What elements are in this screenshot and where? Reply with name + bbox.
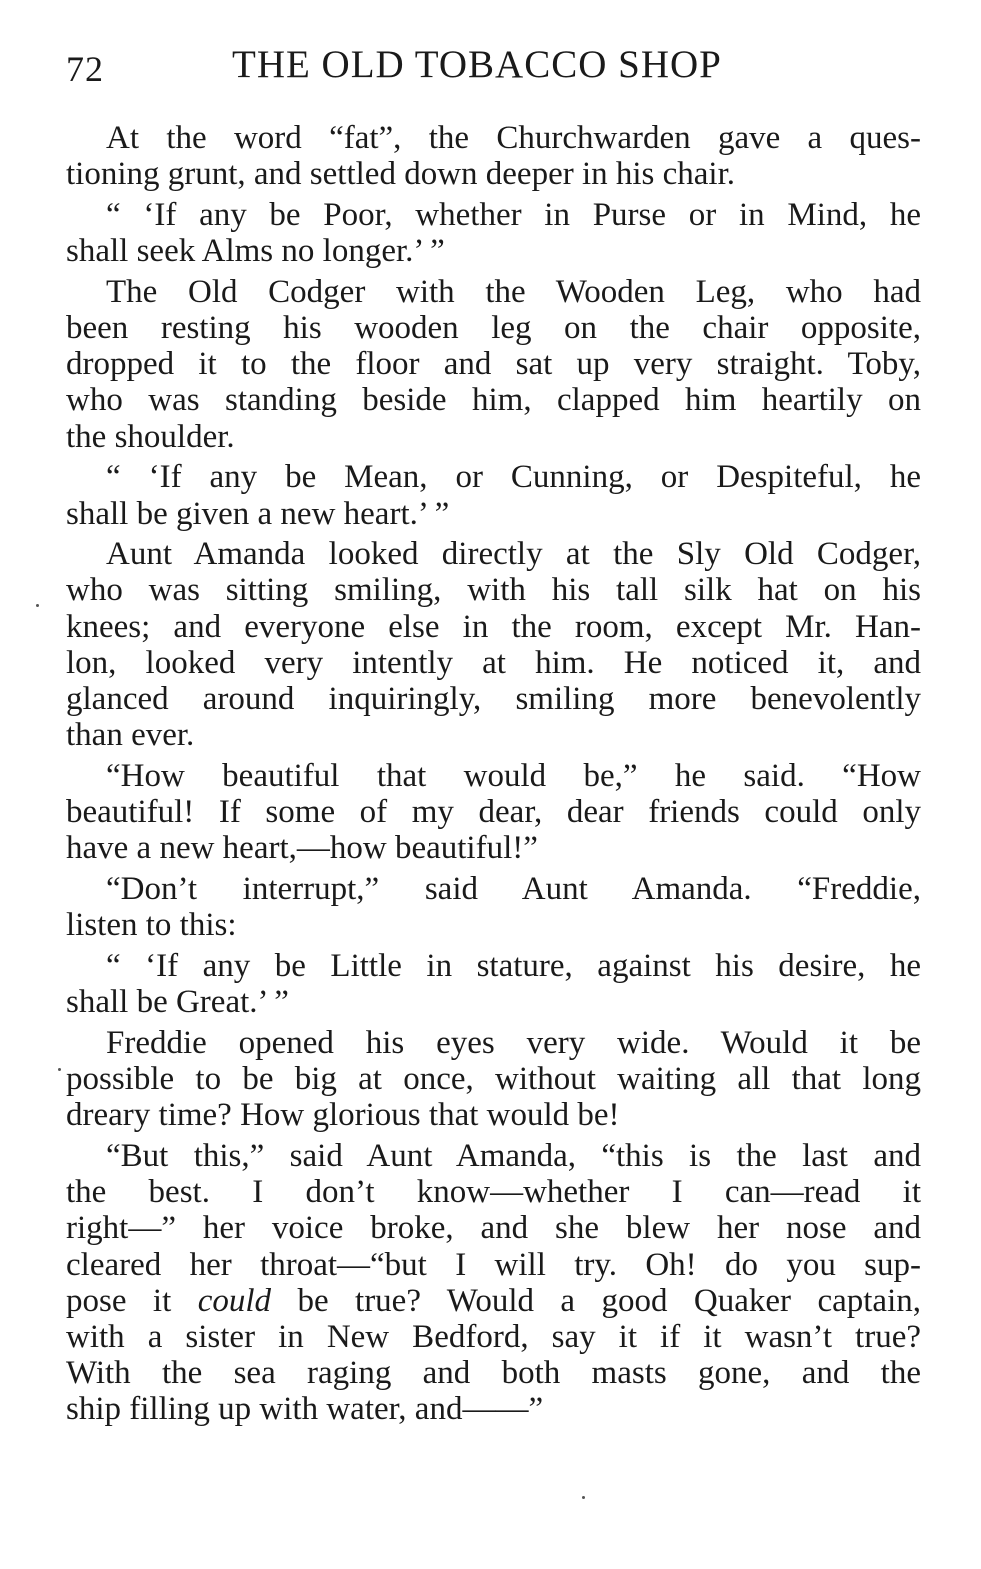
text-line: have a new heart,—how beautiful!” [66,830,538,867]
paragraph [66,1138,921,1428]
text-line: dreary time? How glorious that would be! [66,1097,620,1134]
text-line: “ ‘If any be Mean, or Cunning, or Despiteful, he [106,459,921,496]
text-line: Aunt Amanda looked directly at the Sly Old Codger, [106,536,921,573]
text-line: been resting his wooden leg on the chair opposite, [66,310,921,347]
text-line: who was sitting smiling, with his tall silk hat on his [66,572,921,609]
text-line: possible to be big at once, without waiting all that long [66,1061,921,1098]
paragraph [66,948,921,1020]
paragraph [66,1025,921,1134]
text-line: “Don’t interrupt,” said Aunt Amanda. “Freddie, [106,871,921,908]
text-line: pose it could be true? Would a good Quaker captain, [66,1282,921,1319]
text-line: lon, looked very intently at him. He noticed it, and [66,644,921,681]
text-line: With the sea raging and both masts gone, and the [66,1355,921,1392]
text-line: the best. I don’t know—whether I can—read it [66,1174,921,1211]
print-speck [58,1068,61,1071]
text-line: ship filling up with water, and——” [66,1391,544,1428]
running-title: THE OLD TOBACCO SHOP [232,43,722,86]
print-speck [582,1496,585,1499]
text-line: shall be given a new heart.’ ” [66,495,450,532]
text-line: “ ‘If any be Little in stature, against his desire, he [106,947,921,984]
paragraph [66,536,921,753]
emphasized-word: could [197,1282,272,1319]
text-line: who was standing beside him, clapped him heartily on [66,382,921,419]
paragraph [66,197,921,269]
body-text [66,120,921,1432]
text-line: beautiful! If some of my dear, dear friends could only [66,794,921,831]
page-header [66,42,926,92]
text-line: cleared her throat—“but I will try. Oh! do you sup- [66,1246,921,1283]
text-line: The Old Codger with the Wooden Leg, who had [106,273,921,310]
text-line: knees; and everyone else in the room, except Mr. Han- [66,608,921,645]
page-number: 72 [66,49,104,89]
text-line: “ ‘If any be Poor, whether in Purse or in Mind, he [106,196,921,233]
text-line: than ever. [66,717,195,754]
print-speck [36,604,39,607]
text-line: tioning grunt, and settled down deeper in his chair. [66,156,736,193]
paragraph [66,120,921,192]
paragraph [66,274,921,455]
text-line: with a sister in New Bedford, say it if it wasn’t true? [66,1319,921,1355]
text-line: glanced around inquiringly, smiling more benevolently [66,681,921,718]
paragraph [66,758,921,867]
text-line: shall seek Alms no longer.’ ” [66,233,445,270]
text-line: “But this,” said Aunt Amanda, “this is the last and [106,1137,921,1174]
paragraph [66,459,921,531]
text-line: the shoulder. [66,418,235,455]
text-line: dropped it to the floor and sat up very straight. Toby, [66,346,921,383]
text-line: Freddie opened his eyes very wide. Would it be [106,1024,921,1061]
text-line: shall be Great.’ ” [66,984,289,1021]
text-line: At the word “fat”, the Churchwarden gave a ques- [106,120,921,156]
text-line: right—” her voice broke, and she blew her nose and [66,1210,921,1247]
text-line: “How beautiful that would be,” he said. “How [106,757,921,794]
text-line: listen to this: [66,907,237,944]
paragraph [66,871,921,943]
